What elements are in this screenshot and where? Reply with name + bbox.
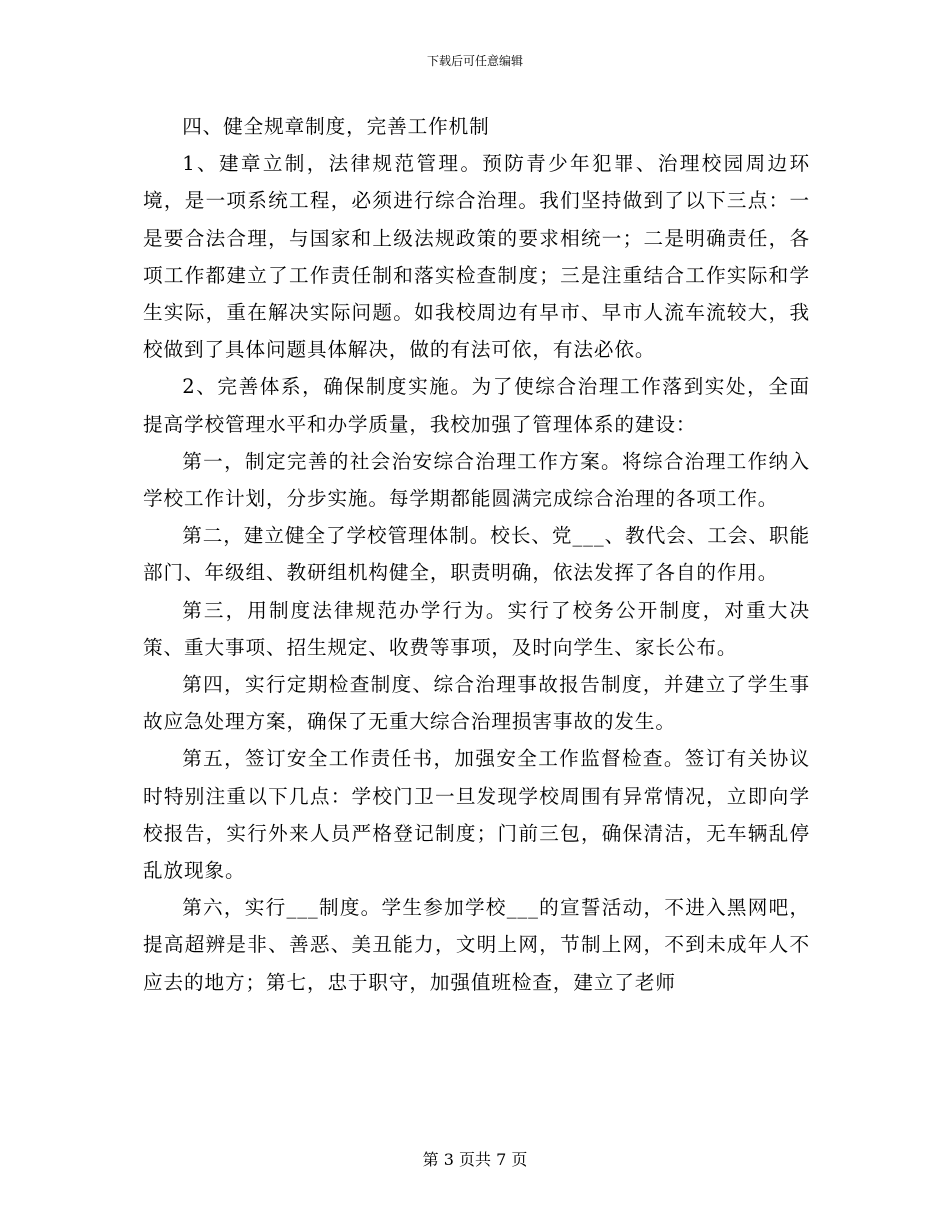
paragraph-2: 2、完善体系，确保制度实施。为了使综合治理工作落到实处，全面提高学校管理水平和办学质量，我校加强了管理体系的建设： bbox=[143, 375, 810, 436]
paragraph-6: 第四，实行定期检查制度、综合治理事故报告制度，并建立了学生事故应急处理方案，确保了无重大综合治理损害事故的发生。 bbox=[143, 673, 810, 734]
document-body bbox=[143, 108, 810, 1001]
paragraph-5: 第三，用制度法律规范办学行为。实行了校务公开制度，对重大决策、重大事项、招生规定、收费等事项，及时向学生、家长公布。 bbox=[143, 598, 810, 659]
page-header: 下载后可任意编辑 bbox=[426, 54, 523, 68]
paragraph-7: 第五，签订安全工作责任书，加强安全工作监督检查。签订有关协议时特别注重以下几点：学校门卫一旦发现学校周围有异常情况，立即向学校报告，实行外来人员严格登记制度；门前三包，确保清洁，无车辆乱停乱放现象。 bbox=[143, 747, 810, 883]
paragraph-4: 第二，建立健全了学校管理体制。校长、党___、教代会、工会、职能部门、年级组、教研组机构健全，职责明确，依法发挥了各自的作用。 bbox=[143, 524, 810, 585]
section-heading: 四、健全规章制度，完善工作机制 bbox=[182, 115, 490, 138]
page-footer: 第 3 页共 7 页 bbox=[422, 1150, 528, 1169]
paragraph-3: 第一，制定完善的社会治安综合治理工作方案。将综合治理工作纳入学校工作计划，分步实施。每学期都能圆满完成综合治理的各项工作。 bbox=[143, 449, 810, 511]
paragraph-8: 第六，实行___制度。学生参加学校___的宣誓活动，不进入黑网吧，提高超辨是非、善恶、美丑能力，文明上网，节制上网，不到未成年人不应去的地方；第七，忠于职守，加强值班检查，建立了老师 bbox=[143, 896, 810, 994]
paragraph-1: 1、建章立制，法律规范管理。预防青少年犯罪、治理校园周边环境，是一项系统工程，必须进行综合治理。我们坚持做到了以下三点：一是要合法合理，与国家和上级法规政策的要求相统一；二是明确责任，各项工作都建立了工作责任制和落实检查制度；三是注重结合工作实际和学生实际，重在解决实际问题。如我校周边有早市、早市人流车流较大，我校做到了具体问题具体解决，做的有法可依，有法必依。 bbox=[143, 152, 810, 362]
